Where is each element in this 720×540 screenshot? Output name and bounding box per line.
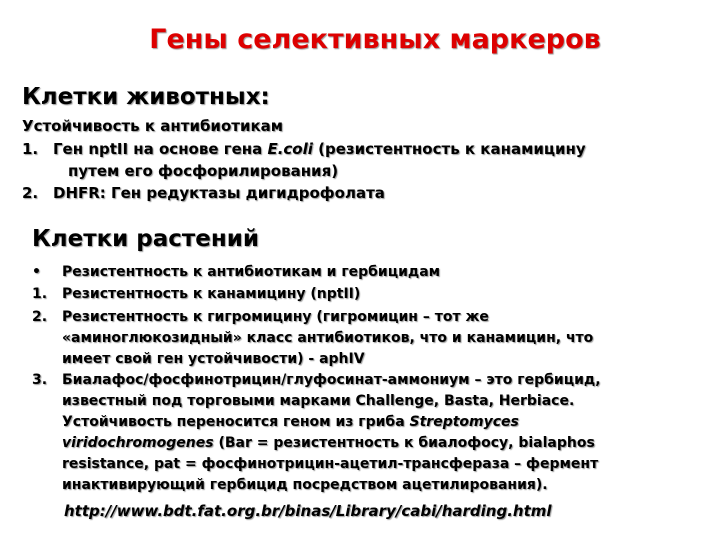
- plant-item-3-line-4: [62, 433, 595, 454]
- plant-item-3-line-6: инактивирующий гербицид посредством ацетилирования).: [62, 477, 548, 493]
- plant-item-3-line-5: resistance, pat = фосфинотрицин-ацетил-трансфераза – фермент: [62, 456, 599, 472]
- animal-list-item-1: [22, 139, 682, 183]
- plant-item-2-line-3: имеет свой ген устойчивости) - aphIV: [62, 351, 365, 367]
- bullet-marker: •: [32, 264, 41, 280]
- plant-item-3-line-2: известный под торговыми марками Challenge, Basta, Herbiace.: [62, 393, 575, 409]
- plant-bullet-item: [32, 262, 692, 283]
- list-number: 1.: [22, 140, 39, 158]
- item-1-line-2: путем его фосфорилирования): [68, 162, 339, 180]
- plant-item-3-line-1: Биалафос/фосфинотрицин/глуфосинат-аммониум – это гербицид,: [62, 372, 601, 388]
- streptomyces-italic: Streptomyces: [409, 414, 519, 430]
- plant-item-3-line-3: [62, 412, 519, 433]
- item-1-line-1: [53, 139, 586, 160]
- list-number: 3.: [32, 372, 48, 388]
- ecoli-italic: E.coli: [267, 140, 313, 158]
- item-3-line-4-text: (Bar = резистентность к биалофосу, bialaphos: [213, 435, 595, 451]
- plant-item-2-line-2: «аминоглюкозидный» класс антибиотиков, что и канамицин, что: [62, 330, 594, 346]
- item-1-text-post: (резистентность к канамицину: [312, 140, 586, 158]
- list-number: 2.: [32, 309, 48, 325]
- animal-cells-heading: Клетки животных:: [22, 84, 270, 110]
- plant-list-item-1: [32, 284, 692, 305]
- bullet-text: Резистентность к антибиотикам и гербицидам: [62, 264, 441, 280]
- item-1-text-pre: Ген nptII на основе гена: [53, 140, 268, 158]
- list-number: 2.: [22, 184, 39, 202]
- animal-list-item-2: [22, 183, 682, 205]
- source-url[interactable]: http://www.bdt.fat.org.br/binas/Library/cabi/harding.html: [64, 502, 552, 520]
- item-3-line-3-text: Устойчивость переносится геном из гриба: [62, 414, 410, 430]
- plant-list-item-2: [32, 307, 692, 370]
- item-2-text: DHFR: Ген редуктазы дигидрофолата: [53, 184, 385, 202]
- viridochromogenes-italic: viridochromogenes: [62, 435, 214, 451]
- plant-item-2-line-1: Резистентность к гигромицину (гигромицин – тот же: [62, 309, 489, 325]
- antibiotic-resistance-subheading: Устойчивость к антибиотикам: [22, 117, 284, 135]
- list-number: 1.: [32, 286, 48, 302]
- plant-cells-heading: Клетки растений: [32, 226, 259, 252]
- slide-title: Гены селективных маркеров: [149, 24, 601, 55]
- plant-item-1-text: Резистентность к канамицину (nptII): [62, 286, 361, 302]
- plant-list-item-3: [32, 370, 692, 496]
